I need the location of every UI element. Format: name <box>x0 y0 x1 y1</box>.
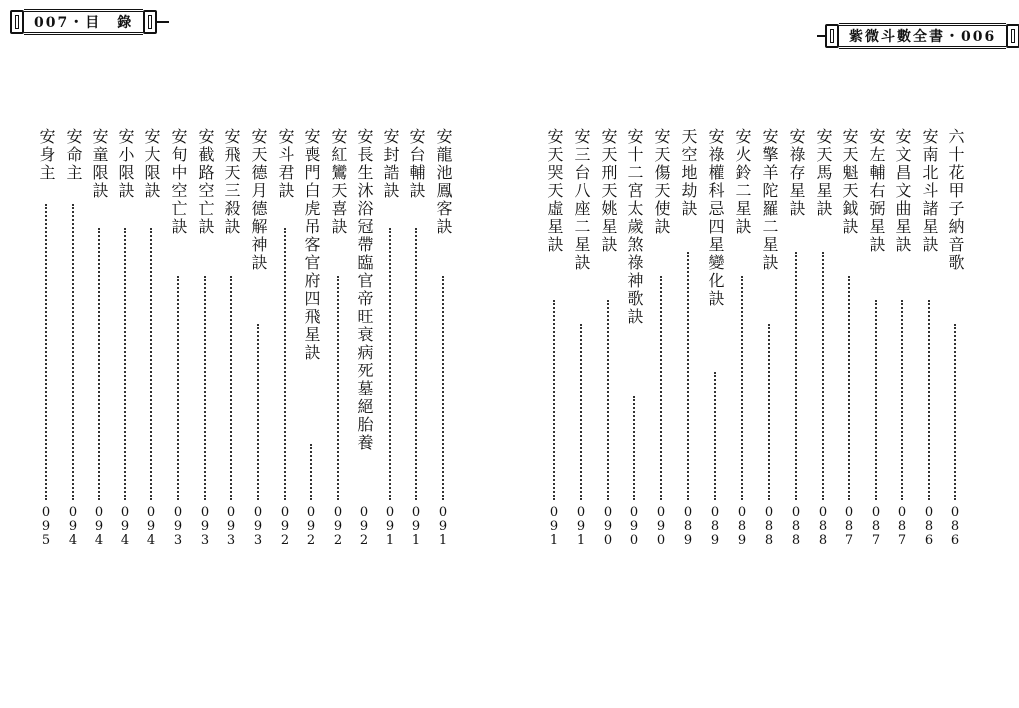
toc-page-number: 0 9 3 <box>200 505 210 548</box>
toc-entry[interactable] <box>274 128 296 548</box>
toc-entry-title: 安三台八座二星訣 <box>572 128 591 272</box>
toc-leader-dots <box>901 300 903 500</box>
toc-leader-dots <box>45 204 47 500</box>
toc-entry-title: 安十二宮太歲煞祿神歌訣 <box>625 128 644 326</box>
toc-page-number: 0 8 7 <box>897 505 907 548</box>
toc-entry[interactable] <box>353 128 375 548</box>
toc-entry[interactable] <box>918 128 940 548</box>
toc-page-number: 0 9 1 <box>438 505 448 548</box>
toc-entry[interactable] <box>300 128 322 548</box>
toc-leader-dots <box>389 228 391 500</box>
toc-page-number: 0 9 3 <box>253 505 263 548</box>
toc-entry[interactable] <box>891 128 913 548</box>
toc-page-number: 0 9 0 <box>603 505 613 548</box>
toc-leader-dots <box>633 396 635 500</box>
toc-page-number: 0 9 4 <box>68 505 78 548</box>
toc-leader-dots <box>714 372 716 500</box>
toc-entry[interactable] <box>650 128 672 548</box>
toc-page-number: 0 9 5 <box>41 505 51 548</box>
toc-entry[interactable] <box>597 128 619 548</box>
toc-leader-dots <box>415 228 417 500</box>
toc-page-number: 0 9 1 <box>385 505 395 548</box>
toc-entry-title: 安天馬星訣 <box>814 128 833 218</box>
header-rule <box>817 35 825 37</box>
toc-entry[interactable] <box>838 128 860 548</box>
toc-leader-dots <box>150 228 152 500</box>
toc-page-number: 0 8 7 <box>871 505 881 548</box>
toc-page-number: 0 8 7 <box>844 505 854 548</box>
toc-entry[interactable] <box>247 128 269 548</box>
toc-entry[interactable] <box>379 128 401 548</box>
toc-entry-title: 安封誥訣 <box>381 128 400 200</box>
toc-entry[interactable] <box>944 128 966 548</box>
toc-leader-dots <box>442 276 444 500</box>
toc-entry[interactable] <box>623 128 645 548</box>
toc-entry[interactable] <box>865 128 887 548</box>
toc-leader-dots <box>257 324 259 500</box>
toc-page-number: 0 8 9 <box>710 505 720 548</box>
toc-entry[interactable] <box>704 128 726 548</box>
toc-entry-title: 安天德月德解神訣 <box>249 128 268 272</box>
toc-leader-dots <box>553 300 555 500</box>
toc-leader-dots <box>580 324 582 500</box>
toc-entry[interactable] <box>758 128 780 548</box>
right-page-header <box>817 22 1019 50</box>
header-right-ornament <box>143 10 157 34</box>
toc-entry-title: 安祿存星訣 <box>787 128 806 218</box>
toc-entry-title: 安斗君訣 <box>276 128 295 200</box>
toc-entry[interactable] <box>327 128 349 548</box>
toc-entry-title: 安天哭天虛星訣 <box>545 128 564 254</box>
toc-entry[interactable] <box>543 128 565 548</box>
toc-leader-dots <box>98 228 100 500</box>
toc-leader-dots <box>687 252 689 500</box>
toc-page-number: 0 9 4 <box>120 505 130 548</box>
toc-entry-title: 六十花甲子納音歌 <box>946 128 965 272</box>
header-rule <box>157 21 169 23</box>
toc-entry-title: 安天刑天姚星訣 <box>599 128 618 254</box>
toc-page-number: 0 8 9 <box>737 505 747 548</box>
toc-entry-title: 安旬中空亡訣 <box>169 128 188 236</box>
toc-entry[interactable] <box>194 128 216 548</box>
toc-page-number: 0 8 8 <box>764 505 774 548</box>
toc-entry-title: 安截路空亡訣 <box>196 128 215 236</box>
toc-entry[interactable] <box>570 128 592 548</box>
left-page-header <box>10 8 169 36</box>
toc-entry[interactable] <box>785 128 807 548</box>
toc-entry[interactable] <box>114 128 136 548</box>
toc-entry-title: 安天傷天使訣 <box>652 128 671 236</box>
toc-page-number: 0 9 3 <box>226 505 236 548</box>
toc-leader-dots <box>795 252 797 500</box>
toc-entry-title: 安火鈴二星訣 <box>733 128 752 236</box>
toc-page-number: 0 8 8 <box>791 505 801 548</box>
left-header-label: 007・目 錄 <box>24 9 143 35</box>
toc-page-number: 0 9 2 <box>359 505 369 548</box>
toc-leader-dots <box>822 252 824 500</box>
toc-page-number: 0 9 2 <box>306 505 316 548</box>
toc-entry[interactable] <box>432 128 454 548</box>
toc-entry[interactable] <box>677 128 699 548</box>
toc-entry-title: 安台輔訣 <box>407 128 426 200</box>
toc-leader-dots <box>768 324 770 500</box>
toc-entry-title: 安文昌文曲星訣 <box>893 128 912 254</box>
toc-entry-title: 安擎羊陀羅二星訣 <box>760 128 779 272</box>
toc-page-number: 0 9 3 <box>173 505 183 548</box>
toc-page-number: 0 9 2 <box>333 505 343 548</box>
toc-leader-dots <box>230 276 232 500</box>
toc-page-number: 0 9 2 <box>280 505 290 548</box>
toc-page-number: 0 9 0 <box>629 505 639 548</box>
toc-entry-title: 安長生沐浴冠帶臨官帝旺衰病死墓絕胎養 <box>355 128 374 452</box>
toc-page-number: 0 8 8 <box>818 505 828 548</box>
header-left-ornament <box>825 24 839 48</box>
toc-leader-dots <box>954 324 956 500</box>
toc-leader-dots <box>337 276 339 500</box>
toc-leader-dots <box>741 276 743 500</box>
toc-entry[interactable] <box>88 128 110 548</box>
toc-page-number: 0 9 0 <box>656 505 666 548</box>
toc-entry[interactable] <box>731 128 753 548</box>
toc-entry[interactable] <box>405 128 427 548</box>
right-header-label: 紫微斗數全書・006 <box>839 23 1006 49</box>
toc-leader-dots <box>204 276 206 500</box>
toc-entry-title: 安南北斗諸星訣 <box>920 128 939 254</box>
toc-leader-dots <box>177 276 179 500</box>
toc-entry-title: 安身主 <box>37 128 56 182</box>
toc-entry-title: 安祿權科忌四星變化訣 <box>706 128 725 308</box>
toc-page-number: 0 9 1 <box>576 505 586 548</box>
toc-page-number: 0 9 4 <box>94 505 104 548</box>
toc-leader-dots <box>284 228 286 500</box>
toc-entry-title: 安童限訣 <box>90 128 109 200</box>
toc-entry-title: 安紅鸞天喜訣 <box>329 128 348 236</box>
toc-leader-dots <box>72 204 74 500</box>
toc-entry-title: 安命主 <box>64 128 83 182</box>
toc-page-number: 0 9 4 <box>146 505 156 548</box>
toc-page-number: 0 9 1 <box>549 505 559 548</box>
toc-leader-dots <box>124 228 126 500</box>
toc-entry-title: 安喪門白虎吊客官府四飛星訣 <box>302 128 321 362</box>
toc-entry[interactable] <box>35 128 57 548</box>
toc-leader-dots <box>310 444 312 500</box>
toc-entry[interactable] <box>62 128 84 548</box>
toc-entry-title: 安左輔右弼星訣 <box>867 128 886 254</box>
toc-entry-title: 安飛天三殺訣 <box>222 128 241 236</box>
toc-entry-title: 安小限訣 <box>116 128 135 200</box>
toc-leader-dots <box>607 300 609 500</box>
toc-entry[interactable] <box>167 128 189 548</box>
toc-leader-dots <box>848 276 850 500</box>
header-right-ornament <box>1006 24 1019 48</box>
toc-page-number: 0 8 9 <box>683 505 693 548</box>
toc-leader-dots <box>875 300 877 500</box>
toc-page-number: 0 8 6 <box>924 505 934 548</box>
toc-entry[interactable] <box>140 128 162 548</box>
toc-page-number: 0 9 1 <box>411 505 421 548</box>
toc-page-number: 0 8 6 <box>950 505 960 548</box>
toc-entry-title: 天空地劫訣 <box>679 128 698 218</box>
toc-leader-dots <box>928 300 930 500</box>
toc-entry[interactable] <box>812 128 834 548</box>
toc-entry-title: 安龍池鳳客訣 <box>434 128 453 236</box>
toc-entry[interactable] <box>220 128 242 548</box>
toc-entry-title: 安大限訣 <box>142 128 161 200</box>
toc-entry-title: 安天魁天鉞訣 <box>840 128 859 236</box>
toc-leader-dots <box>660 276 662 500</box>
header-left-ornament <box>10 10 24 34</box>
